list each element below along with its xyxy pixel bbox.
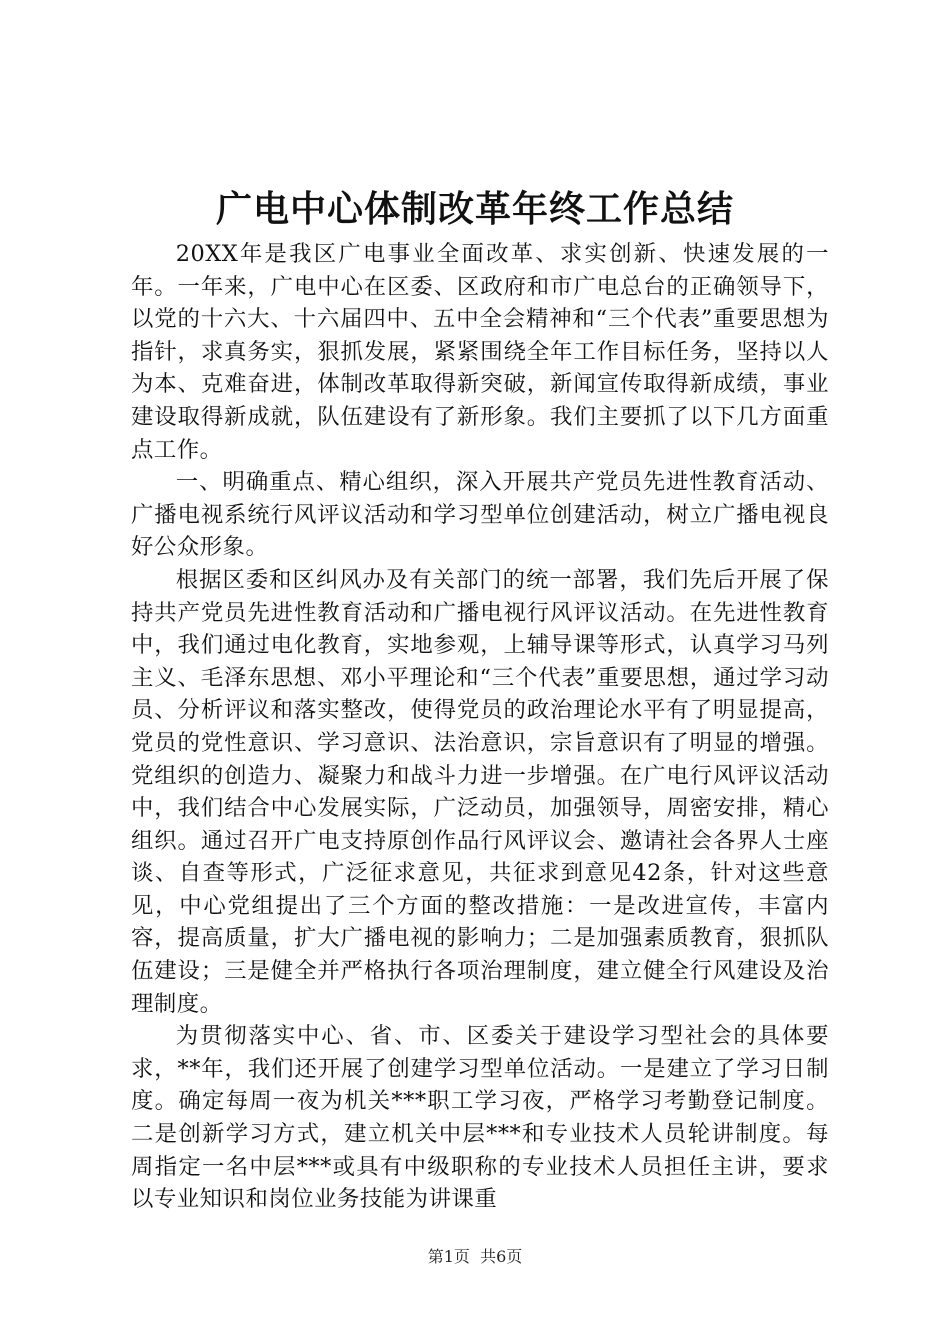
page-footer (0, 1245, 950, 1269)
paragraph-section-heading: 一、明确重点、精心组织，深入开展共产党员先进性教育活动、广播电视系统行风评议活动和学习型单位创建活动，树立广播电视良好公众形象。 (131, 469, 829, 561)
document-title: 广电中心体制改革年终工作总结 (215, 189, 734, 230)
paragraph-learning: 为贯彻落实中心、省、市、区委关于建设学习型社会的具体要求，**年，我们还开展了创建学习型单位活动。一是建立了学习日制度。确定每周一夜为机关***职工学习夜，严格学习考勤登记制度。二是创新学习方式，建立机关中层***和专业技术人员轮讲制度。每周指定一名中层***或具有中级职称的专业技术人员担任主讲，要求以专业知识和岗位业务技能为讲课重 (131, 1023, 829, 1213)
paragraph-evaluation: 根据区委和区纠风办及有关部门的统一部署，我们先后开展了保持共产党员先进性教育活动和广播电视行风评议活动。在先进性教育中，我们通过电化教育，实地参观，上辅导课等形式，认真学习马列主义、毛泽东思想、邓小平理论和“三个代表”重要思想，通过学习动员、分析评议和落实整改，使得党员的政治理论水平有了明显提高，党员的党性意识、学习意识、法治意识，宗旨意识有了明显的增强。党组织的创造力、凝聚力和战斗力进一步增强。在广电行风评议活动中，我们结合中心发展实际，广泛动员，加强领导，周密安排，精心组织。通过召开广电支持原创作品行风评议会、邀请社会各界人士座谈、自查等形式，广泛征求意见，共征求到意见42条，针对这些意见，中心党组提出了三个方面的整改措施：一是改进宣传，丰富内容，提高质量，扩大广播电视的影响力；二是加强素质教育，狠抓队伍建设；三是健全并严格执行各项治理制度，建立健全行风建设及治理制度。 (131, 566, 829, 1017)
paragraph-intro: 20XX年是我区广电事业全面改革、求实创新、快速发展的一年。一年来，广电中心在区委、区政府和市广电总台的正确领导下，以党的十六大、十六届四中、五中全会精神和“三个代表”重要思想为指针，求真务实，狠抓发展，紧紧围绕全年工作目标任务，坚持以人为本、克难奋进，体制改革取得新突破，新闻宣传取得新成绩，事业建设取得新成就，队伍建设有了新形象。我们主要抓了以下几方面重点工作。 (131, 241, 829, 463)
page-number: 第1页 共6页 (427, 1247, 523, 1266)
document-body (131, 238, 829, 1216)
